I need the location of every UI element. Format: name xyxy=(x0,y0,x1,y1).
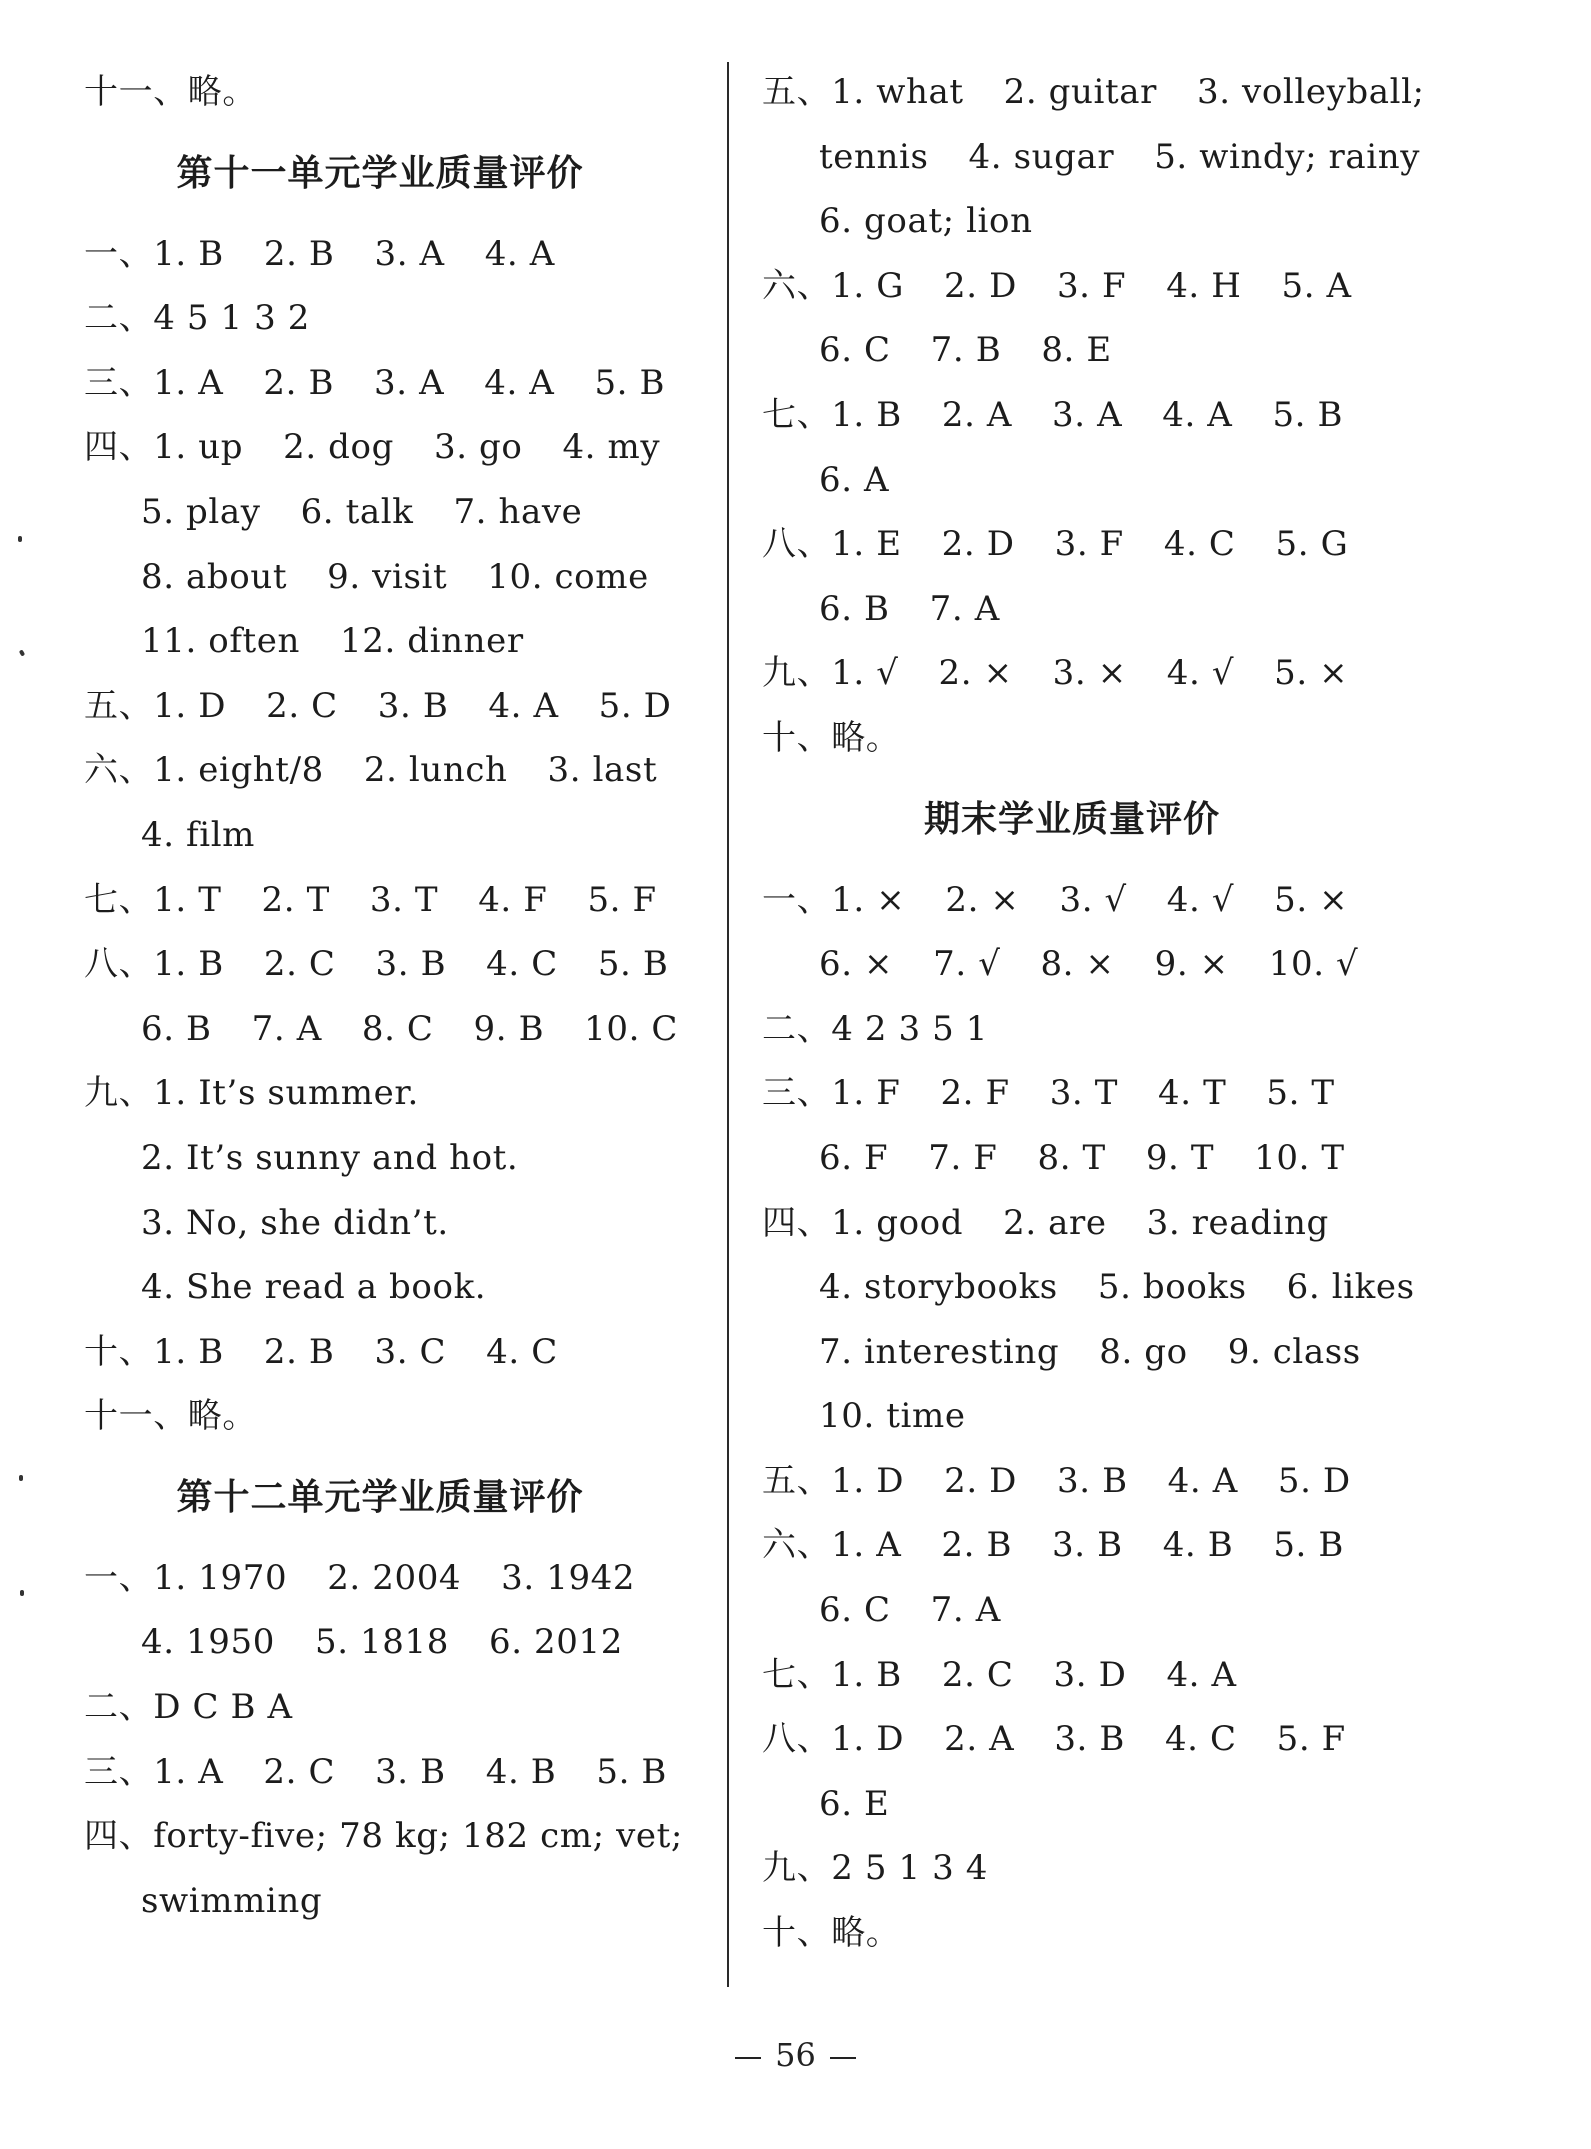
answer-item: 八、1. B xyxy=(84,944,224,985)
answer-line-continued xyxy=(762,318,1442,383)
answer-line-continued xyxy=(762,1255,1442,1320)
answer-item: 7. B xyxy=(930,330,1002,371)
answer-line xyxy=(762,868,1442,933)
answer-item: 4. A xyxy=(1166,1654,1237,1695)
answer-line xyxy=(84,1740,704,1805)
answer-item: 4. F xyxy=(478,879,548,920)
answer-item: 6. B xyxy=(819,588,890,629)
answer-item: 6. goat; lion xyxy=(819,201,1033,242)
answer-item: 3. √ xyxy=(1059,879,1127,920)
answer-item: 11. often xyxy=(141,621,301,662)
answer-item: 七、1. B xyxy=(762,394,902,435)
section-title: 期末学业质量评价 xyxy=(923,798,1220,840)
answer-item: 2. C xyxy=(941,1654,1014,1695)
answer-item: 5. B xyxy=(597,944,669,985)
answer-line xyxy=(762,254,1442,319)
answer-item: 3. B xyxy=(1057,1460,1128,1501)
answer-line-continued xyxy=(84,609,704,674)
answer-item: 二、4 2 3 5 1 xyxy=(762,1008,988,1049)
answer-item: 2. C xyxy=(263,1751,336,1792)
answer-item: 2. lunch xyxy=(363,750,508,791)
answer-item: 7. interesting xyxy=(819,1331,1060,1372)
answer-item: 九、2 5 1 3 4 xyxy=(762,1848,988,1889)
answer-item: 7. F xyxy=(928,1137,998,1178)
answer-line xyxy=(762,706,1442,771)
answer-line xyxy=(762,1643,1442,1708)
page-number xyxy=(0,2036,1591,2074)
answer-line-continued xyxy=(84,1191,704,1256)
answer-line xyxy=(84,1320,704,1385)
answer-item: 3. volleyball; xyxy=(1196,72,1425,112)
answer-item: 八、1. E xyxy=(762,524,902,565)
answer-item: 七、1. T xyxy=(84,879,222,920)
answer-line-continued xyxy=(762,1772,1442,1837)
answer-item: 4. √ xyxy=(1166,653,1235,694)
answer-line-continued xyxy=(84,1255,704,1320)
answer-item: 4. sugar xyxy=(968,136,1115,177)
answer-item: 9. × xyxy=(1154,944,1229,985)
answer-item: 四、1. up xyxy=(84,427,244,468)
answer-item: 4. A xyxy=(1167,1460,1238,1501)
answer-line xyxy=(762,1901,1442,1966)
answer-line xyxy=(84,674,704,739)
answer-item: 3. B xyxy=(377,685,449,726)
answer-line-continued xyxy=(762,448,1442,513)
answer-line xyxy=(84,286,704,351)
answer-item: 7. have xyxy=(453,491,583,532)
page-number-dash-left xyxy=(735,2057,761,2059)
answer-item: 5. × xyxy=(1274,879,1349,920)
answer-item: 8. T xyxy=(1037,1137,1106,1178)
answer-item: 2. D xyxy=(944,265,1017,306)
scan-speck xyxy=(20,1590,24,1596)
answer-line xyxy=(84,1384,704,1449)
answer-item: 6. E xyxy=(819,1783,890,1824)
page-number-text: 56 xyxy=(775,2036,816,2074)
answer-item: 5. books xyxy=(1097,1267,1247,1308)
answer-item: 6. likes xyxy=(1286,1267,1415,1308)
answer-item: 2. B xyxy=(263,1331,335,1372)
answer-line xyxy=(762,1061,1442,1126)
answer-item: 2. F xyxy=(940,1073,1010,1114)
answer-item: 3. B xyxy=(375,1751,446,1792)
answer-item: 10. time xyxy=(819,1396,966,1437)
answer-item: 3. reading xyxy=(1146,1202,1329,1243)
answer-line xyxy=(762,1449,1442,1514)
answer-line-continued xyxy=(762,577,1442,642)
answer-item: 2. C xyxy=(263,944,336,985)
page-number-dash-right xyxy=(830,2057,856,2059)
answer-item: 10. C xyxy=(584,1008,679,1049)
answer-line-continued xyxy=(762,1126,1442,1191)
answer-item: 9. B xyxy=(473,1008,545,1049)
answer-item: 六、1. eight/8 xyxy=(84,750,324,791)
answer-item: 4. C xyxy=(1164,1719,1237,1760)
answer-line xyxy=(84,738,704,803)
answer-item: 3. 1942 xyxy=(501,1557,636,1598)
answer-item: 四、forty-five; 78 kg; 182 cm; vet; xyxy=(84,1816,683,1857)
answer-item: 7. A xyxy=(930,1590,1001,1631)
answer-line-continued xyxy=(762,1578,1442,1643)
answer-item: 9. class xyxy=(1227,1331,1361,1372)
answer-item: 4. film xyxy=(141,814,256,855)
answer-line-continued xyxy=(84,997,704,1062)
answer-item: 5. A xyxy=(1281,265,1352,306)
answer-item: 3. B xyxy=(375,944,447,985)
answer-item: 5. T xyxy=(1266,1073,1335,1114)
answer-line-continued xyxy=(84,1869,704,1934)
answer-item: 7. A xyxy=(251,1008,322,1049)
answer-line xyxy=(762,641,1442,706)
answer-line-continued xyxy=(762,932,1442,997)
answer-line xyxy=(762,512,1442,577)
answer-item: swimming xyxy=(141,1880,323,1921)
answer-line xyxy=(762,1836,1442,1901)
answer-item: 七、1. B xyxy=(762,1654,902,1695)
answer-item: 5. D xyxy=(598,685,672,726)
answer-item: 2. D xyxy=(944,1460,1018,1501)
answer-item: 三、1. F xyxy=(762,1073,901,1114)
answer-item: 8. E xyxy=(1041,330,1112,371)
answer-item: 2. × xyxy=(938,653,1013,694)
answer-item: 二、D C B A xyxy=(84,1687,293,1728)
answer-item: 5. F xyxy=(1276,1719,1346,1760)
answer-item: 4. my xyxy=(562,427,661,468)
answer-line xyxy=(762,60,1442,125)
answer-item: 2. 2004 xyxy=(327,1557,462,1598)
answer-item: 五、1. D xyxy=(762,1460,905,1501)
answer-item: 6. 2012 xyxy=(488,1622,623,1663)
answer-item: 4. H xyxy=(1166,265,1242,306)
answer-item: 5. B xyxy=(594,362,666,403)
answer-item: 九、1. √ xyxy=(762,653,899,694)
answer-item: 一、1. × xyxy=(762,879,906,920)
answer-item: 3. B xyxy=(1054,1719,1125,1760)
section-title: 第十二单元学业质量评价 xyxy=(176,1476,584,1518)
section-title: 第十一单元学业质量评价 xyxy=(176,152,584,194)
answer-item: 2. A xyxy=(944,1719,1015,1760)
answer-item: 5. B xyxy=(1272,394,1344,435)
answer-line-continued xyxy=(84,1610,704,1675)
answer-item: 2. B xyxy=(263,233,335,274)
answer-line xyxy=(84,60,704,125)
answer-item: 3. D xyxy=(1053,1654,1127,1695)
answer-item: 10. come xyxy=(487,556,649,597)
answer-item: 6. F xyxy=(819,1137,889,1178)
right-column xyxy=(762,60,1442,1966)
answer-item: 5. × xyxy=(1274,653,1349,694)
answer-line xyxy=(84,868,704,933)
answer-item: 7. √ xyxy=(933,944,1001,985)
answer-item: 2. A xyxy=(941,394,1013,435)
answer-item: 9. T xyxy=(1145,1137,1215,1178)
answer-item: 8. go xyxy=(1099,1331,1188,1372)
answer-line xyxy=(84,932,704,997)
answer-item: 3. T xyxy=(1049,1073,1119,1114)
answer-line xyxy=(84,1804,704,1869)
answer-line-continued xyxy=(762,1320,1442,1385)
scan-speck xyxy=(18,536,22,542)
answer-item: 4. C xyxy=(486,1331,558,1372)
answer-item: 2. are xyxy=(1003,1202,1107,1243)
answer-item: 4. A xyxy=(484,362,555,403)
answer-item: 2. D xyxy=(941,524,1015,565)
answer-line xyxy=(762,1191,1442,1256)
answer-item: 十、略。 xyxy=(762,717,901,758)
answer-item: 4. A xyxy=(488,685,559,726)
answer-item: 3. F xyxy=(1056,265,1127,306)
answer-item: 12. dinner xyxy=(340,621,524,662)
answer-item: 3. A xyxy=(374,362,445,403)
answer-item: 八、1. D xyxy=(762,1719,905,1760)
answer-item: 3. T xyxy=(369,879,439,920)
answer-item: 2. dog xyxy=(283,427,394,468)
answer-item: 六、1. G xyxy=(762,265,905,306)
answer-item: 6. talk xyxy=(300,491,414,532)
answer-item: 3. × xyxy=(1052,653,1127,694)
scan-speck xyxy=(19,1475,23,1481)
answer-line-continued xyxy=(762,125,1442,190)
answer-item: 五、1. D xyxy=(84,685,227,726)
answer-item: 3. A xyxy=(1052,394,1123,435)
answer-item: 3. go xyxy=(433,427,523,468)
answer-item: 3. C xyxy=(374,1331,447,1372)
answer-item: 4. T xyxy=(1158,1073,1227,1114)
answer-item: 4. B xyxy=(485,1751,557,1792)
answer-item: 四、1. good xyxy=(762,1202,964,1243)
answer-item: 3. No, she didn’t. xyxy=(141,1202,449,1243)
answer-item: 3. B xyxy=(1052,1525,1123,1566)
answer-item: 7. A xyxy=(929,588,1000,629)
answer-item: 十、1. B xyxy=(84,1331,224,1372)
answer-item: 9. visit xyxy=(327,556,448,597)
answer-item: 5. B xyxy=(596,1751,667,1792)
answer-item: 2. guitar xyxy=(1003,72,1157,112)
answer-line-continued xyxy=(84,545,704,610)
answer-item: 4. √ xyxy=(1166,879,1235,920)
answer-item: 4. A xyxy=(484,233,555,274)
answer-item: 4. C xyxy=(1163,524,1236,565)
answer-line-continued xyxy=(84,1126,704,1191)
answer-item: 8. C xyxy=(361,1008,434,1049)
answer-item: 3. A xyxy=(374,233,445,274)
answer-item: 6. C xyxy=(819,1590,891,1631)
answer-line xyxy=(84,1675,704,1740)
answer-item: tennis xyxy=(819,136,929,177)
answer-line-continued xyxy=(762,1384,1442,1449)
answer-line xyxy=(762,997,1442,1062)
answer-item: 6. × xyxy=(819,944,894,985)
answer-item: 十、略。 xyxy=(762,1913,901,1954)
answer-item: 5. B xyxy=(1273,1525,1344,1566)
answer-item: 4. C xyxy=(486,944,558,985)
answer-item: 5. play xyxy=(141,491,261,532)
answer-line xyxy=(84,1061,704,1126)
answer-line xyxy=(84,1546,704,1611)
answer-item: 6. B xyxy=(141,1008,212,1049)
answer-line xyxy=(762,1707,1442,1772)
answer-item: 5. D xyxy=(1277,1460,1351,1501)
answer-line xyxy=(84,222,704,287)
column-divider xyxy=(727,62,729,1987)
answer-item: 10. T xyxy=(1254,1137,1345,1178)
answer-item: 2. B xyxy=(263,362,335,403)
answer-item: 一、1. 1970 xyxy=(84,1557,288,1598)
answer-item: 8. × xyxy=(1040,944,1115,985)
answer-line-continued xyxy=(84,480,704,545)
answer-item: 2. C xyxy=(266,685,338,726)
answer-line-continued xyxy=(84,803,704,868)
answer-item: 2. × xyxy=(945,879,1020,920)
answer-item: 8. about xyxy=(141,556,288,597)
answer-line xyxy=(762,383,1442,448)
answer-item: 2. It’s sunny and hot. xyxy=(141,1137,519,1178)
answer-item: 6. A xyxy=(819,459,890,500)
answer-line xyxy=(84,415,704,480)
answer-item: 六、1. A xyxy=(762,1525,902,1566)
answer-item: 5. F xyxy=(587,879,657,920)
answer-item: 6. C xyxy=(819,330,891,371)
answer-item: 十一、略。 xyxy=(84,1396,257,1437)
answer-item: 3. last xyxy=(547,750,658,791)
answer-item: 十一、略。 xyxy=(84,72,257,112)
answer-item: 5. 1818 xyxy=(314,1622,449,1663)
answer-item: 4. 1950 xyxy=(141,1622,275,1663)
answer-item: 5. G xyxy=(1275,524,1349,565)
answer-line xyxy=(84,351,704,416)
answer-item: 4. storybooks xyxy=(819,1267,1058,1308)
answer-item: 三、1. A xyxy=(84,1751,224,1792)
answer-item: 2. T xyxy=(261,879,330,920)
answer-item: 4. A xyxy=(1162,394,1233,435)
answer-item: 3. F xyxy=(1054,524,1124,565)
left-column xyxy=(84,60,704,1933)
answer-item: 三、1. A xyxy=(84,362,224,403)
answer-item: 五、1. what xyxy=(762,72,964,112)
answer-item: 二、4 5 1 3 2 xyxy=(84,298,310,339)
answer-item: 一、1. B xyxy=(84,233,224,274)
scan-speck xyxy=(19,649,25,656)
answer-line xyxy=(762,1513,1442,1578)
answer-item: 10. √ xyxy=(1268,944,1359,985)
answer-item: 5. windy; rainy xyxy=(1154,136,1421,177)
answer-item: 九、1. It’s summer. xyxy=(84,1073,419,1114)
answer-item: 4. She read a book. xyxy=(141,1267,487,1308)
answer-item: 2. B xyxy=(941,1525,1013,1566)
answer-item: 4. B xyxy=(1162,1525,1234,1566)
answer-line-continued xyxy=(762,189,1442,254)
